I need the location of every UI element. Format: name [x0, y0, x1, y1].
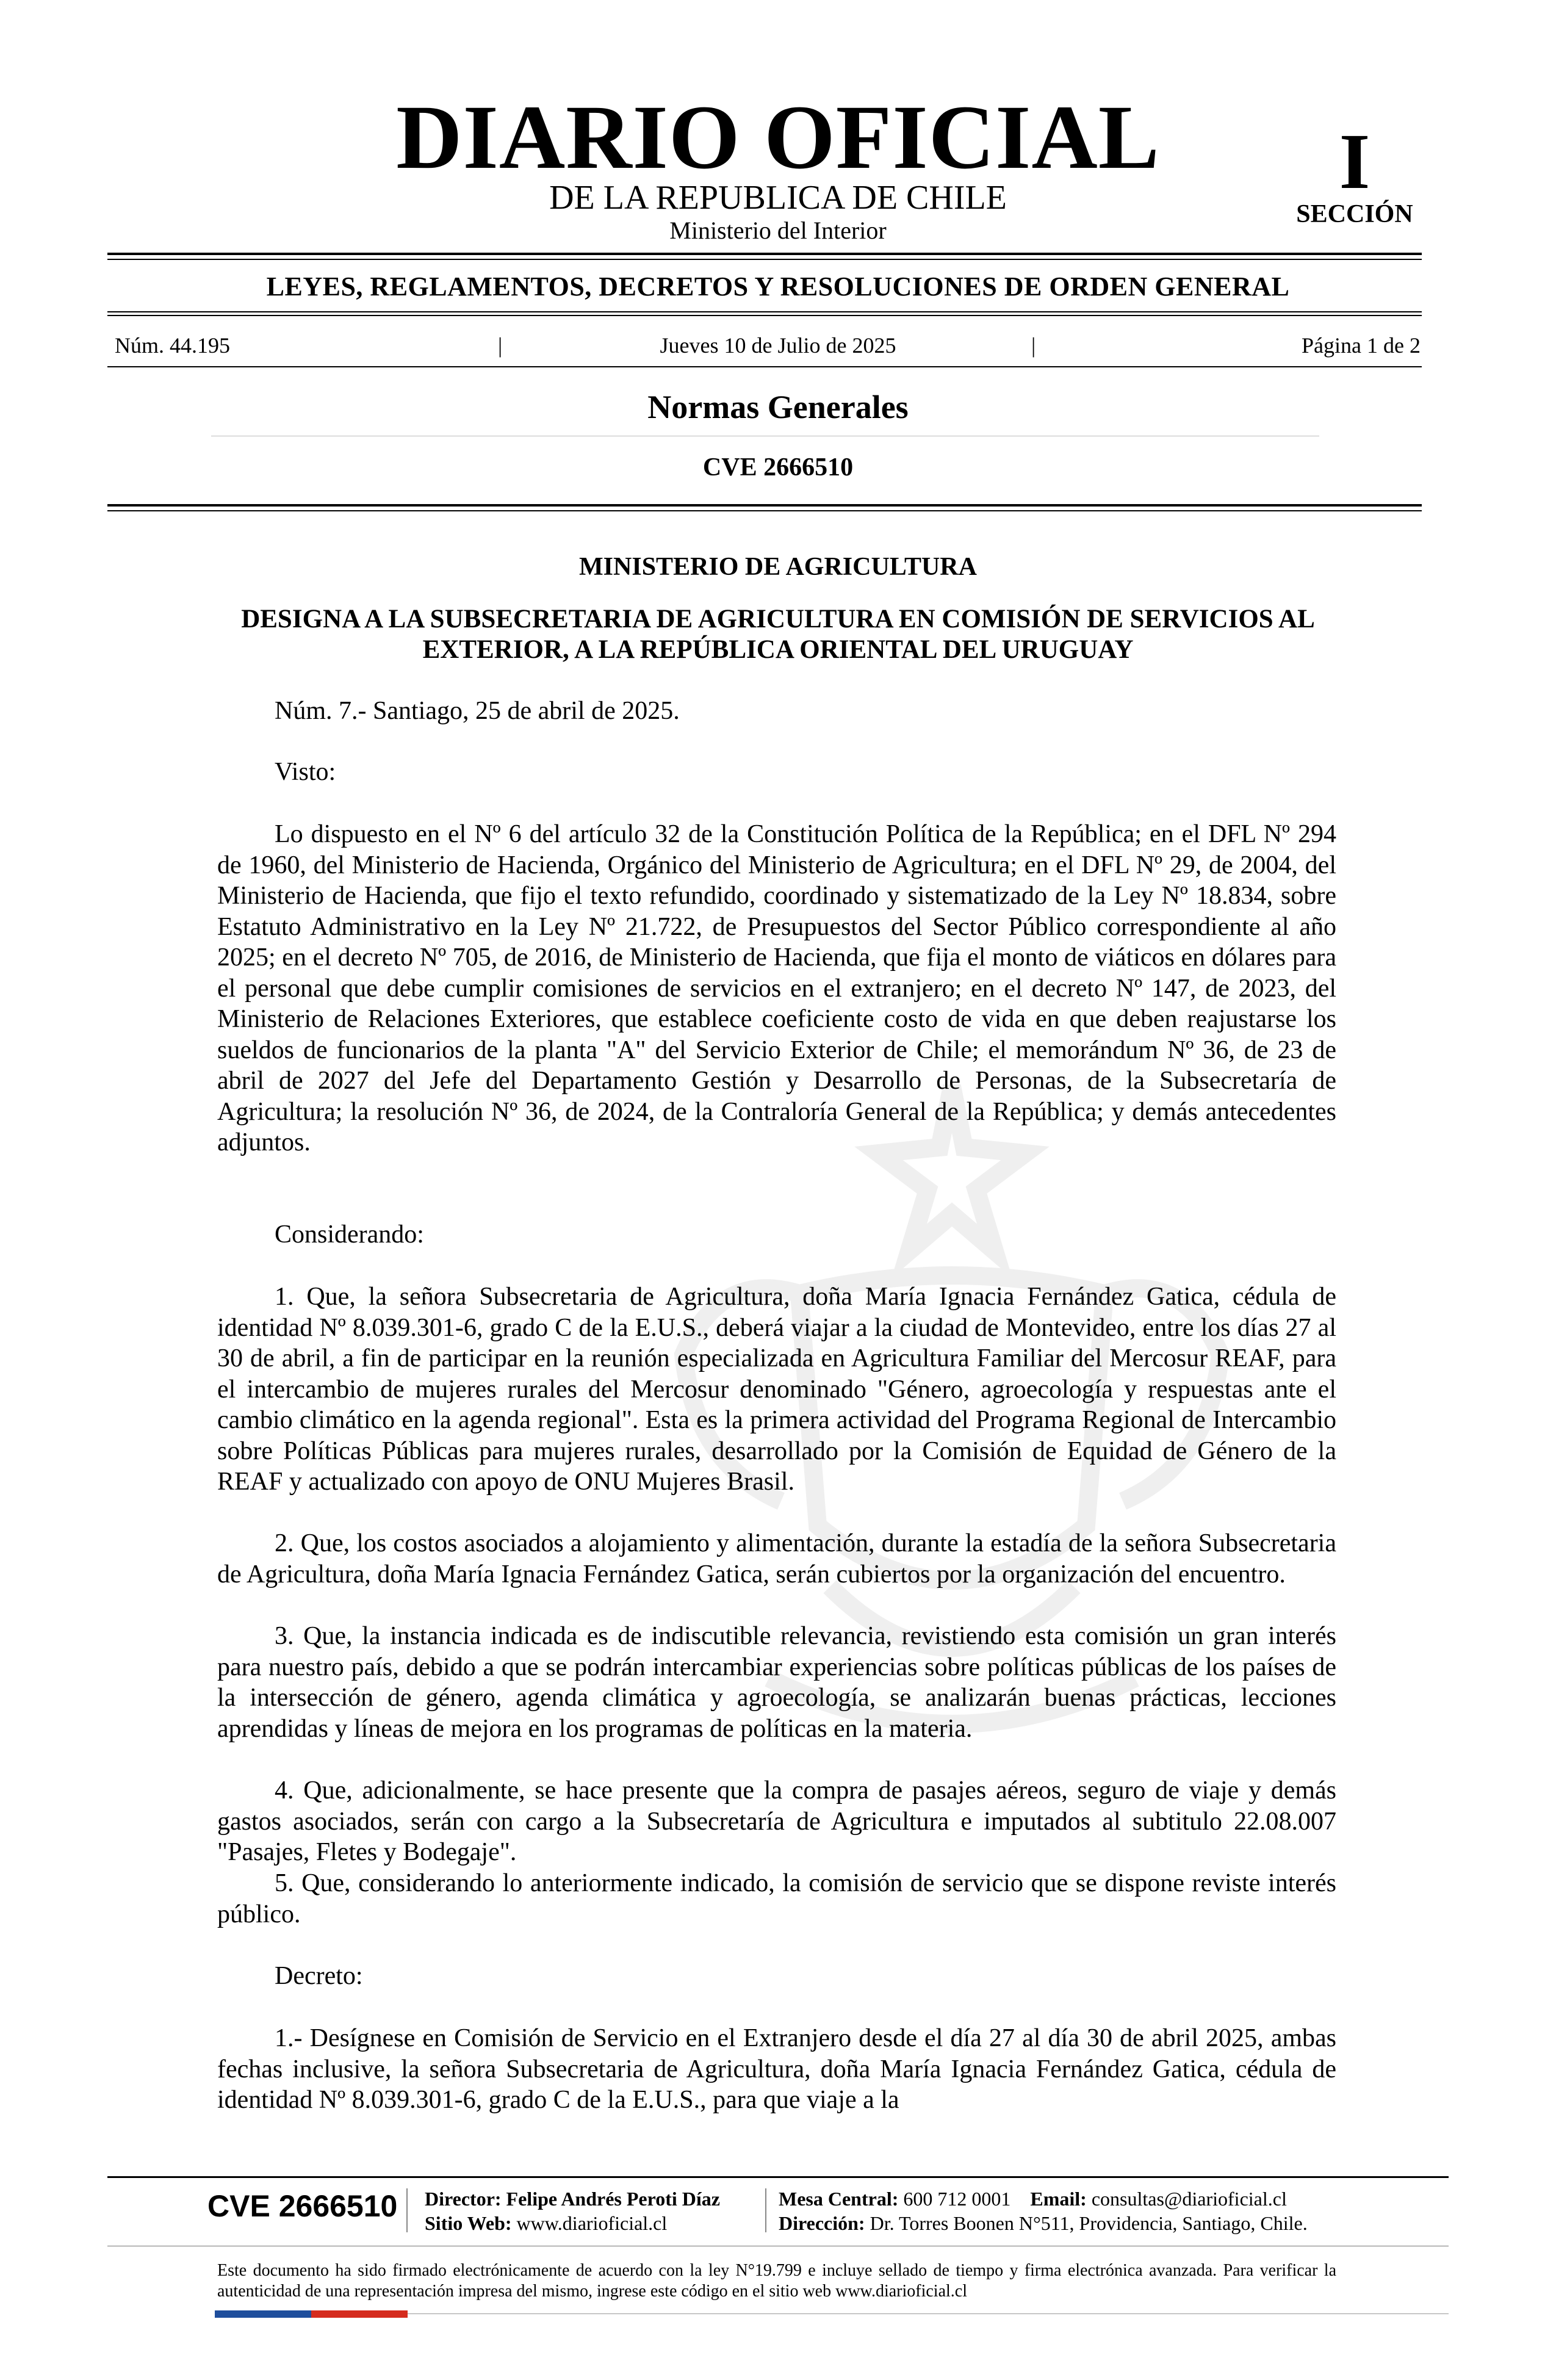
flag-stripe-red: [311, 2310, 408, 2318]
footer-rule: [107, 2176, 1449, 2178]
considerando-item: 5. Que, considerando lo anteriormente indicado, la comisión de servicio que se dispone reviste interés público.: [217, 1869, 1336, 1928]
footer-email-link[interactable]: consultas@diarioficial.cl: [1091, 2188, 1287, 2210]
header-rule-thin: [107, 510, 1422, 511]
masthead-rule-thick: [107, 253, 1422, 255]
footer-divider: [406, 2188, 408, 2232]
masthead-subtitle: DE LA REPUBLICA DE CHILE: [549, 179, 1007, 217]
decree-title: DESIGNA A LA SUBSECRETARIA DE AGRICULTURA EN COMISIÓN DE SERVICIOS AL EXTERIOR, A LA REPÚBLICA ORIENTAL DEL URUGUAY: [241, 605, 1315, 664]
masthead-title: DIARIO OFICIAL: [396, 87, 1160, 188]
considerando-label: Considerando:: [275, 1221, 424, 1249]
issue-separator: |: [1031, 333, 1036, 358]
decree-number: Núm. 7.- Santiago, 25 de abril de 2025.: [275, 697, 680, 725]
decreto-item: 1.- Desígnese en Comisión de Servicio en el Extranjero desde el día 27 al día 30 de abril 2025, ambas fechas inclusive, la señora Subsecretaria de Agricultura, doña María Ignacia Fernández Gatica, cédula de identidad Nº 8.039.301-6, grado C de la E.U.S., para que viaje a la: [217, 2024, 1336, 2114]
footer-site-link[interactable]: www.diarioficial.cl: [516, 2212, 668, 2234]
considerando-item: 3. Que, la instancia indicada es de indiscutible relevancia, revistiendo esta comisión un gran interés para nuestro país, debido a que se podrán intercambiar experiencias sobre políticas públicas de los países de la intersección de género, agenda climática y agroecología, se analizarán buenas prácticas, lecciones aprendidas y líneas de mejora en los programas de políticas en la materia.: [217, 1622, 1336, 1743]
issue-date: Jueves 10 de Julio de 2025: [660, 333, 896, 358]
laws-rule-bottom: [107, 315, 1422, 316]
issue-page: Página 1 de 2: [1302, 333, 1421, 358]
masthead-ministry: Ministerio del Interior: [669, 217, 887, 244]
footer-legal-notice: Este documento ha sido firmado electrónicamente de acuerdo con la ley N°19.799 e incluye sellado de tiempo y firma electrónica avanzada. Para verificar la autenticidad de una representación impresa del mismo, ingrese este código en el sitio web www.diarioficial.cl: [217, 2261, 1336, 2301]
footer-cve-code: CVE 2666510: [207, 2189, 398, 2223]
footer-website: Sitio Web: www.diarioficial.cl: [425, 2212, 668, 2234]
flag-stripe-blue: [215, 2310, 311, 2318]
footer-bottom-rule: [408, 2313, 1449, 2314]
norms-heading: Normas Generales: [647, 389, 909, 425]
footer-director: Director: Felipe Andrés Peroti Díaz: [425, 2188, 720, 2210]
footer-address: Dirección: Dr. Torres Boonen N°511, Providencia, Santiago, Chile.: [779, 2212, 1308, 2234]
issue-rule: [107, 366, 1422, 367]
header-rule-thick: [107, 504, 1422, 507]
considerando-item: 2. Que, los costos asociados a alojamiento y alimentación, durante la estadía de la señora Subsecretaria de Agricultura, doña María Ignacia Fernández Gatica, serán cubiertos por la organización del encuentro.: [217, 1529, 1336, 1588]
masthead-rule-thin: [107, 259, 1422, 260]
decreto-label: Decreto:: [275, 1962, 363, 1990]
cve-code: CVE 2666510: [702, 453, 854, 481]
visto-paragraph: Lo dispuesto en el Nº 6 del artículo 32 de la Constitución Política de la República; en el DFL Nº 294 de 1960, del Ministerio de Hacienda, Orgánico del Ministerio de Agricultura; en el DFL Nº 29, de 2004, del Ministerio de Hacienda, que fijo el texto refundido, coordinado y sistematizado de la Ley Nº 18.834, sobre Estatuto Administrativo en la Ley Nº 21.722, de Presupuestos del Sector Público correspondiente al año 2025; en el decreto Nº 705, de 2016, de Ministerio de Hacienda, que fija el monto de viáticos en dólares para el personal que debe cumplir comisiones de servicios en el extranjero; en el decreto Nº 147, de 2023, del Ministerio de Relaciones Exteriores, que establece coeficiente costo de vida en que deben reajustarse los sueldos de funcionarios de la planta "A" del Servicio Exterior de Chile; el memorándum Nº 36, de 23 de abril de 2027 del Jefe del Departamento Gestión y Desarrollo de Personas, de la Subsecretaría de Agricultura; la resolución Nº 36, de 2024, de la Contraloría General de la República; y demás antecedentes adjuntos.: [217, 820, 1336, 1156]
considerando-item: 1. Que, la señora Subsecretaria de Agricultura, doña María Ignacia Fernández Gatica, cédula de identidad Nº 8.039.301-6, grado C de la E.U.S., deberá viajar a la ciudad de Montevideo, entre los días 27 al 30 de abril, a fin de participar en la reunión especializada en Agricultura Familiar del Mercosur REAF, para el intercambio de mujeres rurales del Mercosur denominado "Género, agroecología y respuestas ante el cambio climático en la agenda regional". Esta es la primera actividad del Programa Regional de Intercambio sobre Políticas Públicas para mujeres rurales, desarrollado por la Comisión de Equidad de Género de la REAF y actualizado con apoyo de ONU Mujeres Brasil.: [217, 1283, 1336, 1496]
footer-contact: Mesa Central: 600 712 0001 Email: consultas@diarioficial.cl: [779, 2188, 1287, 2210]
section-numeral: I: [1339, 118, 1371, 206]
considerando-item: 4. Que, adicionalmente, se hace presente que la compra de pasajes aéreos, seguro de viaje y demás gastos asociados, serán con cargo a la Subsecretaría de Agricultura e imputados al subtitulo 22.08.007 "Pasajes, Fletes y Bodegaje".: [217, 1776, 1336, 1866]
laws-rule-top: [107, 311, 1422, 312]
visto-label: Visto:: [275, 758, 336, 786]
section-label: SECCIÓN: [1296, 200, 1413, 228]
footer-divider: [765, 2188, 766, 2232]
ministry-heading: MINISTERIO DE AGRICULTURA: [579, 553, 977, 581]
issue-separator: |: [498, 333, 503, 358]
issue-number: Núm. 44.195: [115, 333, 230, 358]
laws-heading: LEYES, REGLAMENTOS, DECRETOS Y RESOLUCIONES DE ORDEN GENERAL: [266, 272, 1290, 301]
